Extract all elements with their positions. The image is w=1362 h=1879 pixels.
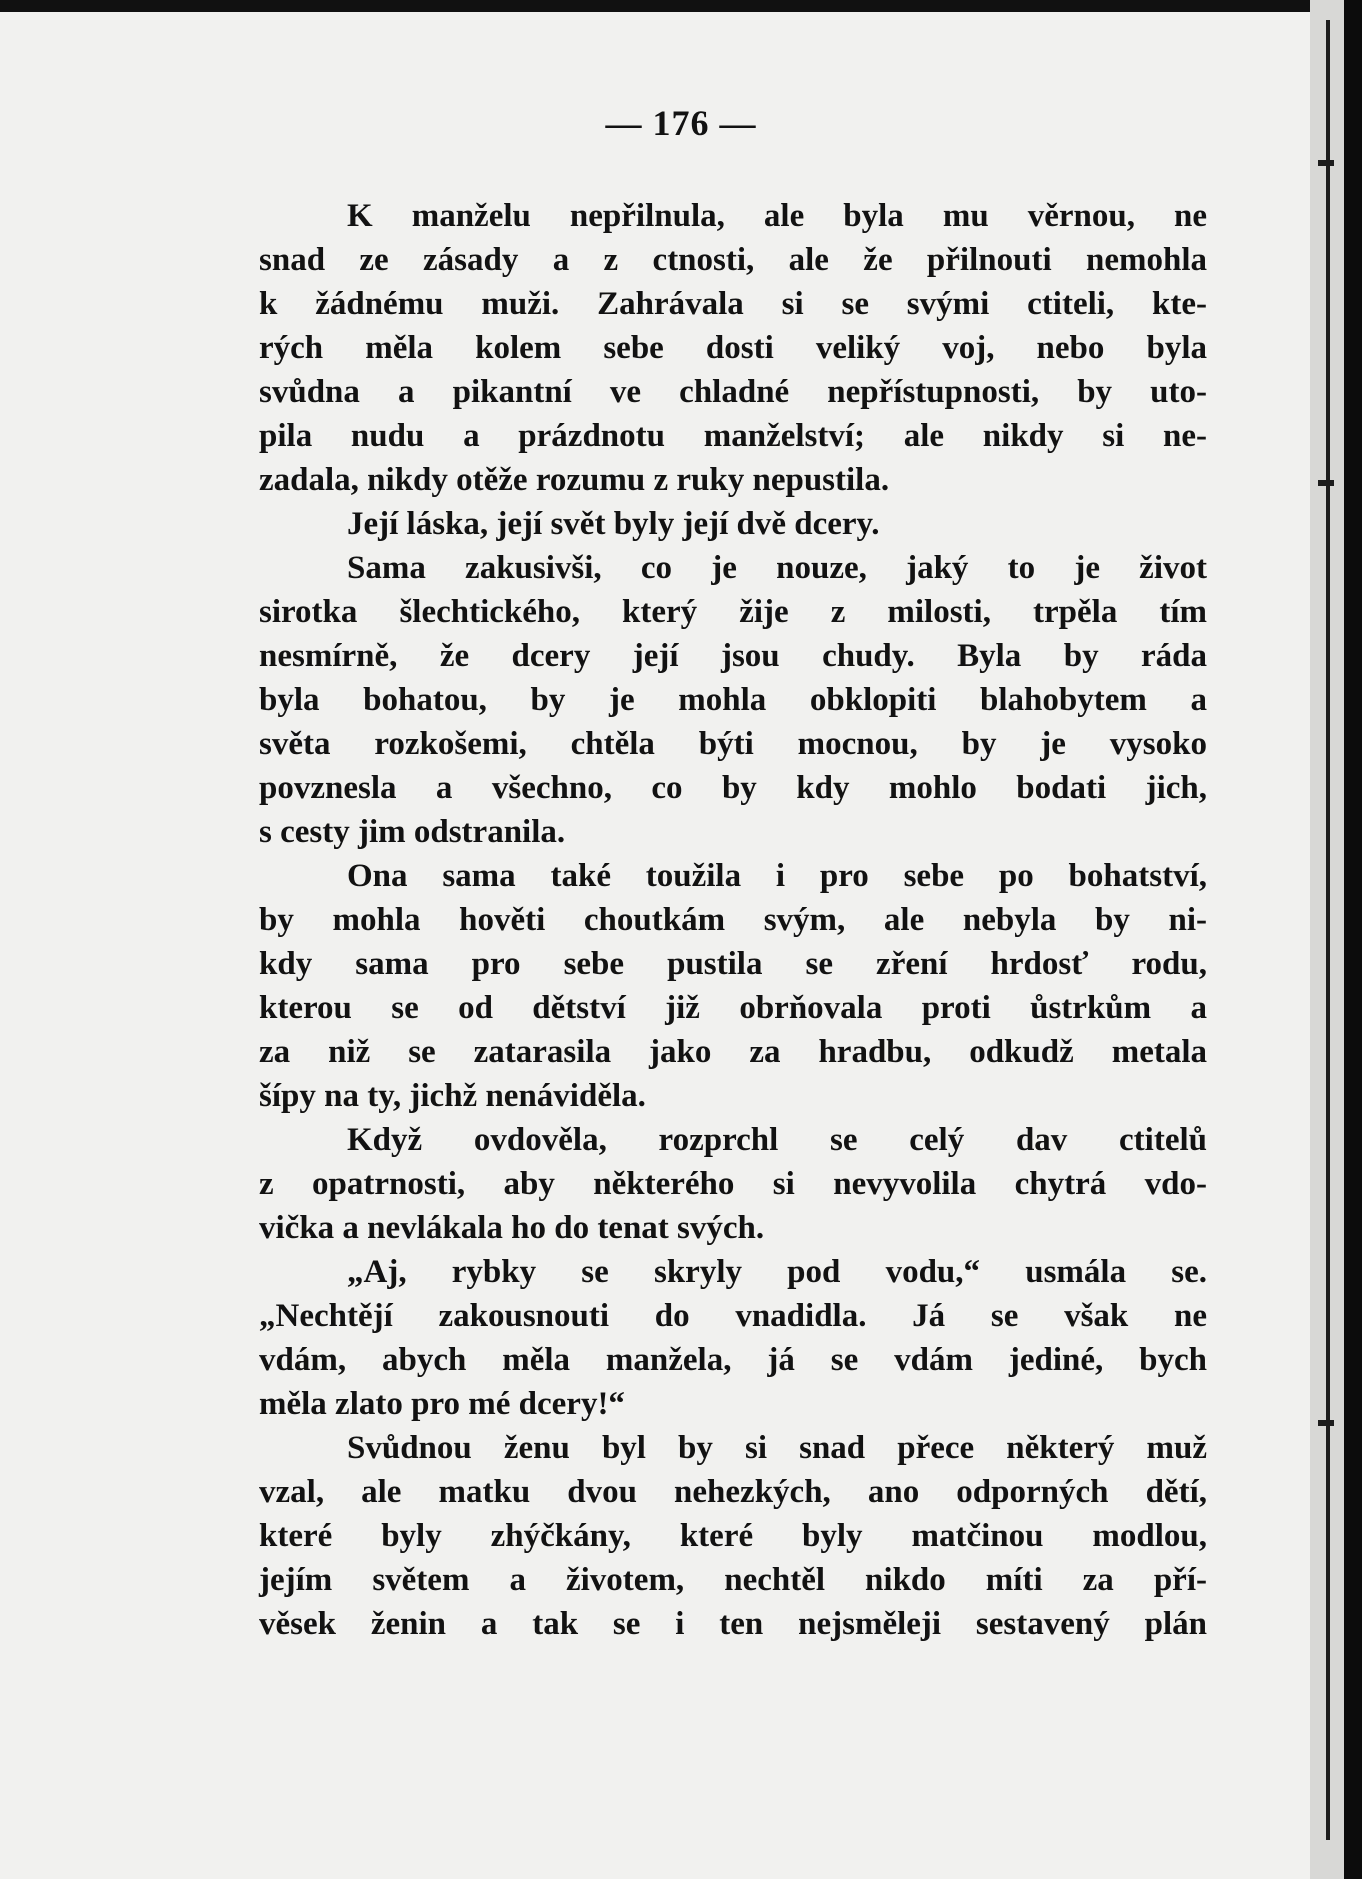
text-line: by mohla hověti choutkám svým, ale nebyla by ni- [259,902,1207,938]
text-line: byla bohatou, by je mohla obklopiti blahobytem a [259,682,1207,718]
text-line: „Aj, rybky se skryly pod vodu,“ usmála se. [347,1254,1207,1290]
text-line: měla zlato pro mé dcery!“ [259,1386,625,1422]
text-line: sirotka šlechtického, který žije z milosti, trpěla tím [259,594,1207,630]
text-line: jejím světem a životem, nechtěl nikdo míti za pří- [259,1562,1207,1598]
text-line: K manželu nepřilnula, ale byla mu věrnou, ne [347,198,1207,234]
text-line: které byly zhýčkány, které byly matčinou modlou, [259,1518,1207,1554]
text-line: nesmírně, že dcery její jsou chudy. Byla by ráda [259,638,1207,674]
text-line: rých měla kolem sebe dosti veliký voj, nebo byla [259,330,1207,366]
text-line: s cesty jim odstranila. [259,814,566,850]
text-line: světa rozkošemi, chtěla býti mocnou, by je vysoko [259,726,1207,762]
text-line: věsek ženin a tak se i ten nejsměleji sestavený plán [259,1606,1207,1642]
text-line: z opatrnosti, aby některého si nevyvolila chytrá vdo- [259,1166,1207,1202]
text-line: Svůdnou ženu byl by si snad přece některý muž [347,1430,1207,1466]
text-line: snad ze zásady a z ctnosti, ale že přilnouti nemohla [259,242,1207,278]
text-line: šípy na ty, jichž nenáviděla. [259,1078,646,1114]
text-line: povznesla a všechno, co by kdy mohlo bodati jich, [259,770,1207,806]
body-text [259,194,1207,1646]
text-line: Když ovdověla, rozprchl se celý dav ctitelů [347,1122,1207,1158]
text-line: Ona sama také toužila i pro sebe po bohatství, [347,858,1207,894]
text-line: kterou se od dětství již obrňovala proti ůstrkům a [259,990,1207,1026]
text-line: pila nudu a prázdnotu manželství; ale nikdy si ne- [259,418,1207,454]
text-line: vdám, abych měla manžela, já se vdám jediné, bych [259,1342,1207,1378]
text-line: kdy sama pro sebe pustila se zření hrdosť rodu, [259,946,1207,982]
text-line: Sama zakusivši, co je nouze, jaký to je život [347,550,1207,586]
text-line: vička a nevlákala ho do tenat svých. [259,1210,765,1246]
text-line: za niž se zatarasila jako za hradbu, odkudž metala [259,1034,1207,1070]
text-line: „Nechtějí zakousnouti do vnadidla. Já se však ne [259,1298,1207,1334]
text-line: svůdna a pikantní ve chladné nepřístupnosti, by uto- [259,374,1207,410]
page-number: — 176 — [605,103,757,143]
text-line: Její láska, její svět byly její dvě dcery. [347,506,880,542]
text-line: k žádnému muži. Zahrávala si se svými ctiteli, kte- [259,286,1207,322]
text-line: zadala, nikdy otěže rozumu z ruky nepustila. [259,462,890,498]
text-line: vzal, ale matku dvou nehezkých, ano odporných dětí, [259,1474,1207,1510]
